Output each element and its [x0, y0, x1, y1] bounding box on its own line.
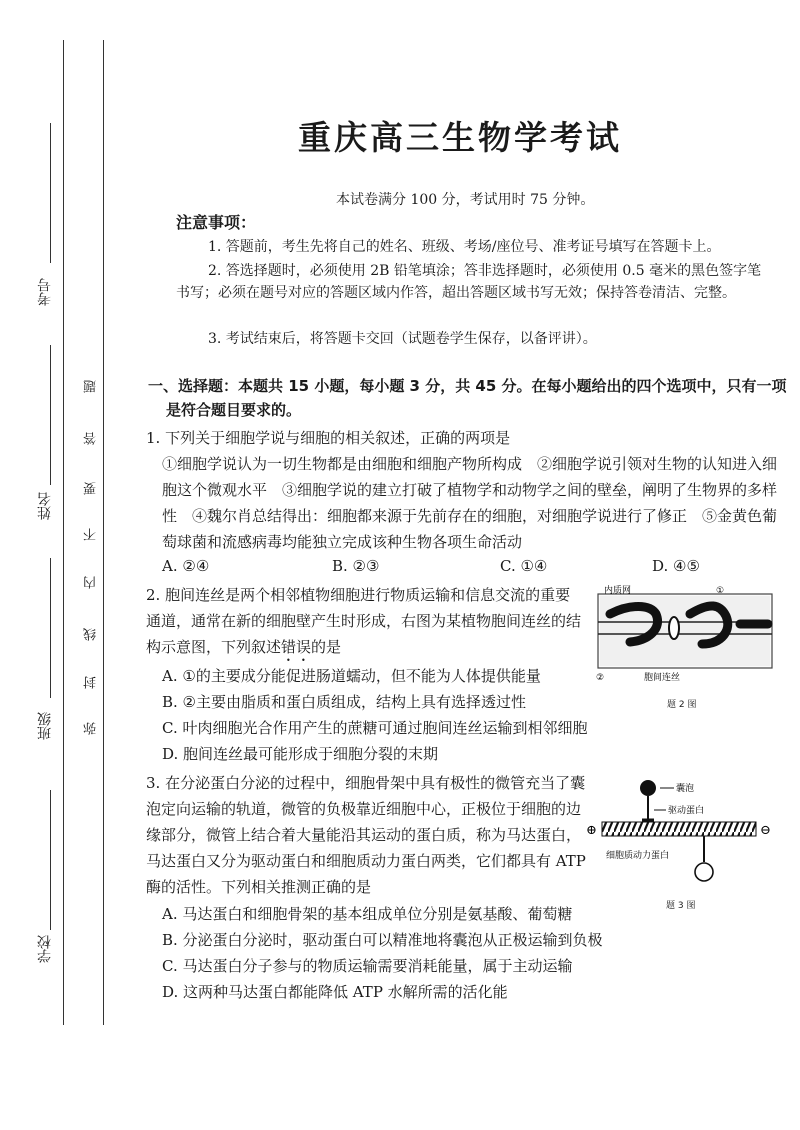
- q2-stem-emphasis: 错误: [281, 638, 312, 656]
- fig2-label-er: 内质网: [604, 586, 632, 596]
- q3-option-c[interactable]: C. 马达蛋白分子参与的物质运输需要消耗能量，属于主动运输: [162, 957, 573, 975]
- q2-stem-text: 2. 胞间连丝是两个相邻植物细胞进行物质运输和信息交流的重要通道，通常在新的细胞壁产生时形成，右图为某植物胞间连丝的结构示意图，下列叙述: [146, 586, 582, 656]
- q2-option-b[interactable]: B. ②主要由脂质和蛋白质组成，结构上具有选择透过性: [162, 693, 527, 711]
- notice-heading: 注意事项：: [176, 213, 257, 232]
- q3-option-d[interactable]: D. 这两种马达蛋白都能降低 ATP 水解所需的活化能: [162, 983, 508, 1001]
- fig3-minus: ⊖: [760, 823, 771, 838]
- q1-option-a[interactable]: A. ②④: [162, 557, 210, 575]
- section1-heading: 一、选择题：本题共 15 小题，每小题 3 分，共 45 分。在每小题给出的四个选项中，只有一项是符合题目要求的。: [148, 377, 787, 419]
- q2-figure-plasmodesmata: [590, 584, 780, 684]
- q2-option-a[interactable]: A. ①的主要成分能促进肠道蠕动，但不能为人体提供能量: [162, 667, 541, 685]
- notice-item-2: 2. 答选择题时，必须使用 2B 铅笔填涂；答非选择题时，必须使用 0.5 毫米的黑色签字笔书写；必须在题号对应的答题区域内作答，超出答题区域书写无效；保持答卷清洁、完整。: [176, 263, 762, 301]
- fig3-label-vesicle: 囊泡: [676, 784, 695, 794]
- q2-stem: [146, 582, 582, 665]
- seal-char: 弥: [84, 722, 99, 735]
- vesicle-icon: [640, 780, 656, 796]
- school-label: 学校: [37, 935, 53, 963]
- page-title: 重庆高三生物学考试: [298, 118, 622, 157]
- seal-char: 答: [84, 432, 99, 445]
- fig2-label-2: ②: [596, 673, 605, 683]
- seal-char: 线: [84, 628, 99, 641]
- q1-option-b[interactable]: B. ②③: [332, 557, 380, 575]
- seal-char: 题: [84, 380, 99, 393]
- q1-option-d[interactable]: D. ④⑤: [652, 557, 700, 575]
- vesicle-hollow-icon: [695, 863, 713, 881]
- q1-option-c[interactable]: C. ①④: [500, 557, 548, 575]
- seal-char: 内: [84, 576, 99, 589]
- microtubule-track: [602, 822, 756, 836]
- q3-option-a[interactable]: A. 马达蛋白和细胞骨架的基本组成单位分别是氨基酸、葡萄糖: [162, 905, 573, 923]
- fig2-label-1: ①: [716, 586, 725, 596]
- fig3-plus: ⊕: [586, 823, 597, 838]
- exam-number-label: 考号: [37, 278, 53, 306]
- name-label: 姓名: [37, 492, 53, 520]
- q2-stem-tail: 的是: [311, 638, 342, 656]
- class-field[interactable]: [50, 558, 51, 698]
- notice-item-1: 1. 答题前，考生先将自己的姓名、班级、考场/座位号、准考证号填写在答题卡上。: [208, 239, 721, 255]
- fig3-label-dynein: 细胞质动力蛋白: [606, 851, 670, 861]
- plasmodesma-channel: [669, 617, 679, 639]
- seal-char: 不: [84, 528, 99, 541]
- notice-item-3: 3. 考试结束后，将答题卡交回（试题卷学生保存，以备评讲）。: [208, 331, 597, 347]
- school-field[interactable]: [50, 790, 51, 930]
- q3-figure-motor-proteins: [584, 776, 780, 896]
- seal-char: 要: [84, 482, 99, 495]
- fig3-label-kinesin: 驱动蛋白: [668, 806, 705, 816]
- q2-option-c[interactable]: C. 叶肉细胞光合作用产生的蔗糖可通过胞间连丝运输到相邻细胞: [162, 719, 588, 737]
- name-field[interactable]: [50, 345, 51, 485]
- q1-stem: 1. 下列关于细胞学说与细胞的相关叙述，正确的两项是: [146, 429, 511, 447]
- q2-option-d[interactable]: D. 胞间连丝最可能形成于细胞分裂的末期: [162, 745, 439, 763]
- q1-body: ①细胞学说认为一切生物都是由细胞和细胞产物所构成 ②细胞学说引领对生物的认知进入细胞这个微观水平 ③细胞学说的建立打破了植物学和动物学之间的壁垒，阐明了生物界的多样性 ④魏尔肖总结得出：细胞都来源于先前存在的细胞，对细胞学说进行了修正 ⑤金黄色葡萄球菌和流感病毒均能独立完成该种生物各项生命活动: [162, 455, 778, 551]
- seal-char: 封: [84, 676, 99, 689]
- q3-option-b[interactable]: B. 分泌蛋白分泌时，驱动蛋白可以精准地将囊泡从正极运输到负极: [162, 931, 603, 949]
- exam-subtitle: 本试卷满分 100 分，考试用时 75 分钟。: [336, 192, 595, 208]
- binding-line-outer: [63, 40, 64, 1025]
- fig3-caption: 题 3 图: [666, 901, 696, 911]
- fig2-caption: 题 2 图: [667, 700, 697, 710]
- binding-line-inner: [103, 40, 104, 1025]
- fig2-label-pd: 胞间连丝: [644, 673, 681, 683]
- q3-stem: 3. 在分泌蛋白分泌的过程中，细胞骨架中具有极性的微管充当了囊泡定向运输的轨道，微管的负极靠近细胞中心，正极位于细胞的边缘部分，微管上结合着大量能沿其运动的蛋白质，称为马达蛋白，马达蛋白又分为驱动蛋白和细胞质动力蛋白两类，它们都具有 ATP 酶的活性。下列相关推测正确的是: [146, 774, 586, 896]
- class-label: 班级: [37, 712, 53, 740]
